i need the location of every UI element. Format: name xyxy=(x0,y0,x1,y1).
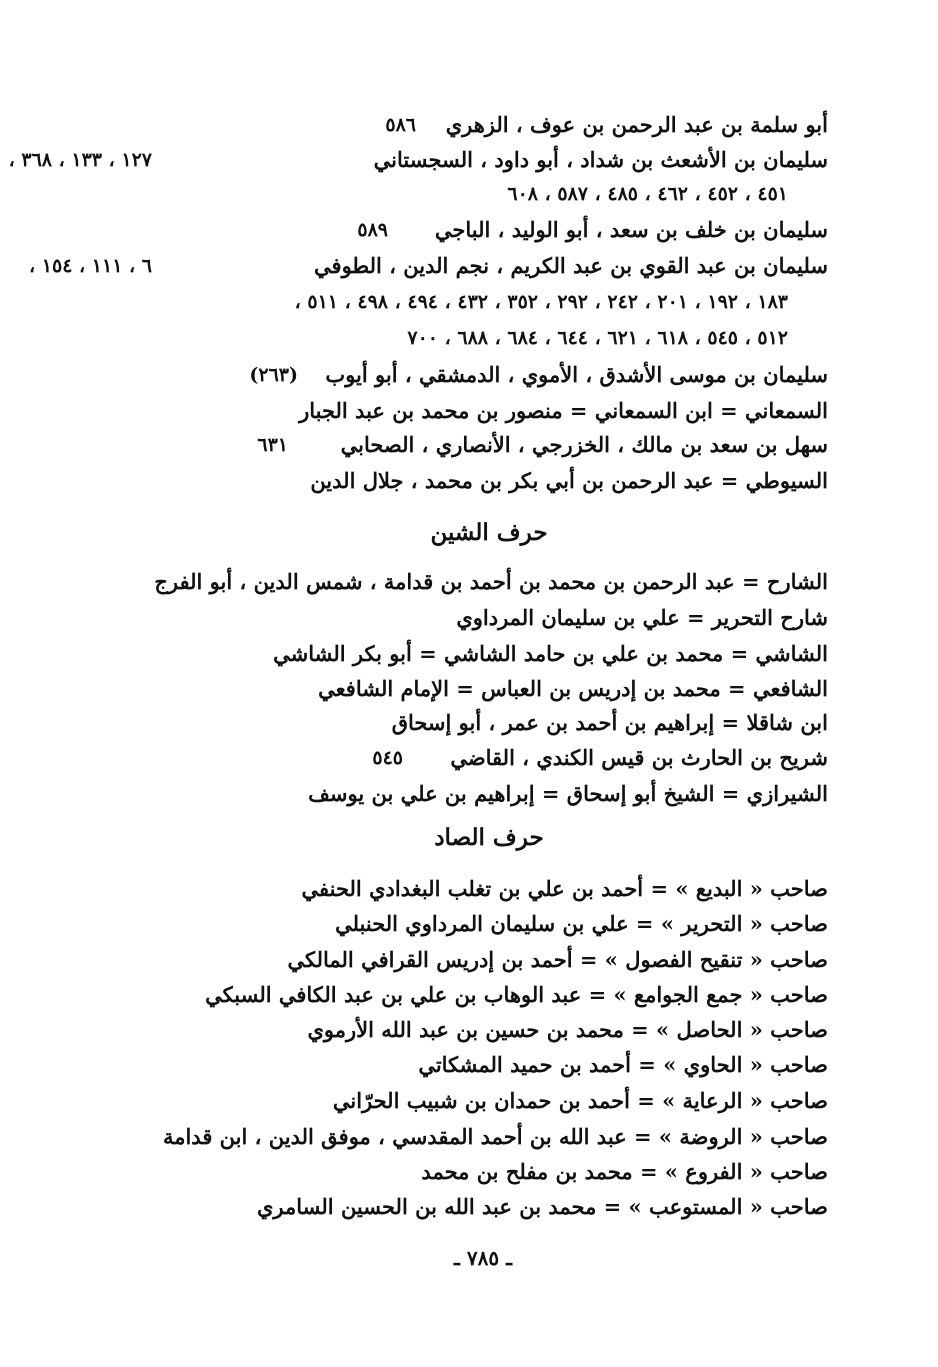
page-reference: ٥١٢ ، ٥٤٥ ، ٦١٨ ، ٦٢١ ، ٦٤٤ ، ٦٨٤ ، ٦٨٨ ، ٧٠٠ xyxy=(407,327,788,349)
index-entry: الشيرازي = الشيخ أبو إسحاق = إبراهيم بن علي بن يوسف xyxy=(308,781,828,806)
index-entry: الشارح = عبد الرحمن بن محمد بن أحمد بن قدامة ، شمس الدين ، أبو الفرج xyxy=(154,569,828,594)
index-entry: الشاشي = محمد بن علي بن حامد الشاشي = أبو بكر الشاشي xyxy=(273,641,828,666)
index-entry: صاحب « جمع الجوامع » = عبد الوهاب بن علي بن عبد الكافي السبكي xyxy=(205,982,828,1007)
index-entry: صاحب « الحاصل » = محمد بن حسين بن عبد الله الأرموي xyxy=(307,1017,828,1042)
index-entry: سليمان بن عبد القوي بن عبد الكريم ، نجم الدين ، الطوفي xyxy=(314,253,828,278)
page-reference: ١٨٣ ، ١٩٢ ، ٢٠١ ، ٢٤٢ ، ٢٩٢ ، ٣٥٢ ، ٤٣٢ ، ٤٩٤ ، ٤٩٨ ، ٥١١ ، xyxy=(294,291,788,313)
section-heading-sad: حرف الصاد xyxy=(434,824,544,851)
index-entry: صاحب « المستوعب » = محمد بن عبد الله بن الحسين السامري xyxy=(257,1194,828,1219)
page-reference: ٦٣١ xyxy=(257,434,288,456)
index-entry: سليمان بن الأشعث بن شداد ، أبو داود ، السجستاني xyxy=(373,147,828,172)
index-entry: صاحب « التحرير » = علي بن سليمان المرداوي الحنبلي xyxy=(335,911,828,936)
index-entry: صاحب « تنقيح الفصول » = أحمد بن إدريس القرافي المالكي xyxy=(287,947,828,972)
section-heading-shin: حرف الشين xyxy=(430,519,548,546)
index-entry: سليمان بن خلف بن سعد ، أبو الوليد ، الباجي xyxy=(434,217,828,242)
page-number: ـ ٧٨٥ ـ xyxy=(454,1246,512,1270)
page-reference: ٥٨٦ xyxy=(385,114,416,136)
page-reference: ٦ ، ١١١ ، ١٥٤ ، xyxy=(29,255,152,277)
page-reference: ٥٨٩ xyxy=(357,219,388,241)
index-entry: ابن شاقلا = إبراهيم بن أحمد بن عمر ، أبو إسحاق xyxy=(391,710,828,735)
index-entry: السيوطي = عبد الرحمن بن أبي بكر بن محمد ، جلال الدين xyxy=(310,468,828,493)
index-entry: شريح بن الحارث بن قيس الكندي ، القاضي xyxy=(450,745,828,770)
index-entry: أبو سلمة بن عبد الرحمن بن عوف ، الزهري xyxy=(445,112,828,137)
index-entry: صاحب « الحاوي » = أحمد بن حميد المشكاتي xyxy=(418,1052,828,1077)
index-entry: سهل بن سعد بن مالك ، الخزرجي ، الأنصاري ، الصحابي xyxy=(340,432,828,457)
index-entry: صاحب « البديع » = أحمد بن علي بن تغلب البغدادي الحنفي xyxy=(301,876,828,901)
page-reference: ٥٤٥ xyxy=(372,747,403,769)
index-entry: صاحب « الفروع » = محمد بن مفلح بن محمد xyxy=(421,1159,828,1184)
index-entry: السمعاني = ابن السمعاني = منصور بن محمد بن عبد الجبار xyxy=(299,398,828,423)
index-entry: سليمان بن موسى الأشدق ، الأموي ، الدمشقي ، أبو أيوب xyxy=(325,362,828,387)
index-entry: صاحب « الرعاية » = أحمد بن حمدان بن شبيب الحرّاني xyxy=(332,1088,828,1113)
index-entry: الشافعي = محمد بن إدريس بن العباس = الإمام الشافعي xyxy=(318,676,828,701)
index-entry: شارح التحرير = علي بن سليمان المرداوي xyxy=(456,605,828,630)
index-entry: صاحب « الروضة » = عبد الله بن أحمد المقدسي ، موفق الدين ، ابن قدامة xyxy=(162,1124,828,1149)
page-reference: (٢٦٣) xyxy=(249,364,298,386)
page-reference: ١٢٧ ، ١٣٣ ، ٣٦٨ ، xyxy=(8,149,152,171)
page-reference: ٤٥١ ، ٤٥٢ ، ٤٦٢ ، ٤٨٥ ، ٥٨٧ ، ٦٠٨ xyxy=(507,183,788,205)
